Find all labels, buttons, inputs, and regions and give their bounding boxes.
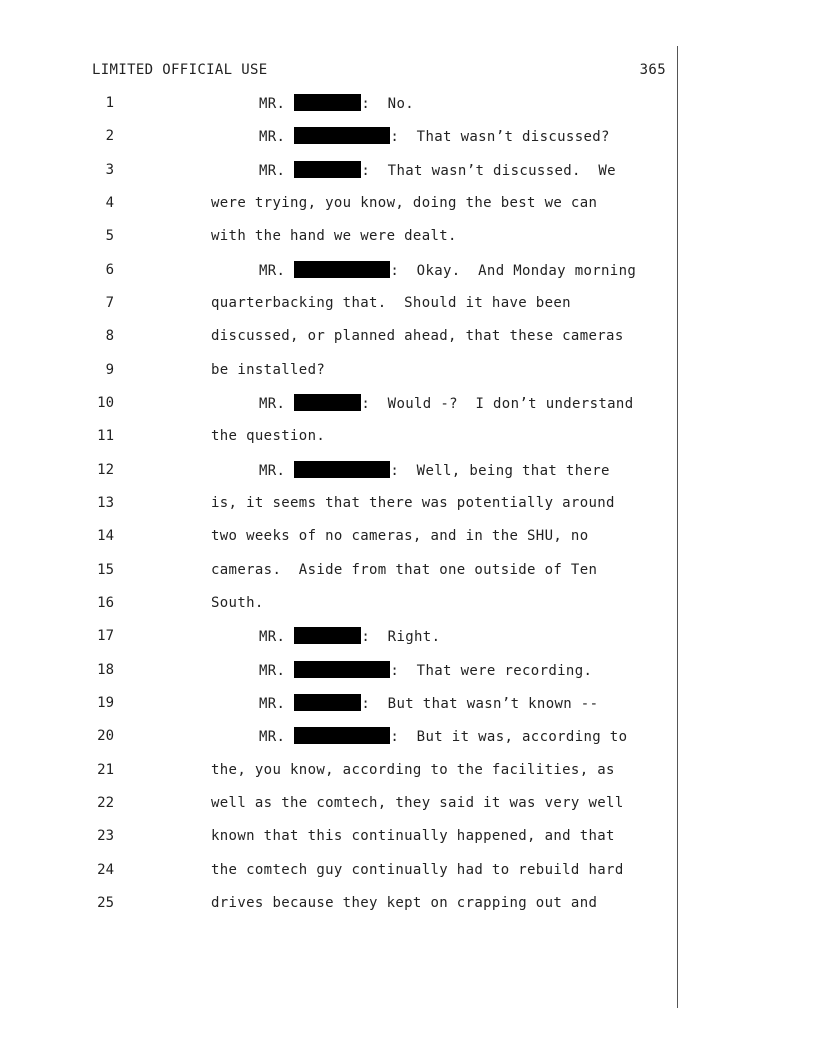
line-number: 14 [97, 528, 114, 545]
spoken-text: : But it was, according to [390, 729, 628, 746]
line-number: 20 [97, 728, 114, 745]
speaker-title: MR. [259, 129, 286, 146]
transcript-line [0, 361, 816, 394]
transcript-line [0, 794, 816, 827]
transcript-line [0, 527, 816, 560]
spoken-text: cameras. Aside from that one outside of Ten [211, 561, 598, 578]
classification-header: LIMITED OFFICIAL USE [92, 62, 268, 78]
spoken-text: : Well, being that there [390, 462, 610, 479]
line-text [211, 761, 615, 779]
spoken-text: : But that wasn’t known -- [361, 695, 599, 712]
spoken-text: the comtech guy continually had to rebuild hard [211, 861, 624, 878]
line-text [211, 694, 598, 713]
speaker-title: MR. [259, 662, 286, 679]
speaker-title: MR. [259, 629, 286, 646]
line-text [211, 494, 615, 512]
spoken-text: the, you know, according to the facilities, as [211, 761, 615, 778]
redaction-block [294, 727, 390, 744]
line-number: 4 [105, 194, 114, 211]
transcript-line [0, 627, 816, 660]
line-text [211, 561, 597, 579]
line-number: 24 [97, 861, 114, 878]
line-text [211, 394, 633, 413]
transcript-line [0, 294, 816, 327]
transcript-line [0, 727, 816, 760]
line-text [211, 127, 610, 146]
line-text [211, 861, 624, 879]
redaction-block [294, 261, 390, 278]
transcript-line [0, 394, 816, 427]
line-text [211, 794, 624, 812]
line-text [211, 461, 610, 480]
speaker-title: MR. [259, 462, 286, 479]
transcript-line [0, 594, 816, 627]
line-text [211, 361, 325, 379]
line-text [211, 661, 592, 680]
line-text [211, 727, 627, 746]
spoken-text: be installed? [211, 361, 326, 378]
line-text [211, 894, 597, 912]
line-number: 11 [97, 428, 114, 445]
transcript-line [0, 94, 816, 127]
page-number: 365 [639, 62, 666, 78]
speaker-title: MR. [259, 262, 286, 279]
line-number: 8 [105, 328, 114, 345]
line-text [211, 94, 414, 113]
transcript-line [0, 494, 816, 527]
spoken-text: well as the comtech, they said it was very well [211, 794, 624, 811]
line-number: 25 [97, 894, 114, 911]
transcript-line [0, 127, 816, 160]
line-text [211, 527, 588, 545]
line-text [211, 194, 597, 212]
redaction-block [294, 627, 361, 644]
transcript-line [0, 661, 816, 694]
spoken-text: : Right. [361, 629, 441, 646]
line-number: 16 [97, 594, 114, 611]
line-number: 22 [97, 794, 114, 811]
spoken-text: : Okay. And Monday morning [390, 262, 637, 279]
spoken-text: : That wasn’t discussed. We [361, 162, 616, 179]
line-number: 21 [97, 761, 114, 778]
speaker-title: MR. [259, 96, 286, 112]
line-number: 18 [97, 661, 114, 678]
line-text [211, 427, 325, 445]
transcript-line [0, 227, 816, 260]
line-number: 17 [97, 628, 114, 645]
redaction-block [294, 461, 390, 478]
transcript-body [0, 94, 816, 927]
spoken-text: : That wasn’t discussed? [390, 129, 610, 146]
spoken-text: were trying, you know, doing the best we can [211, 194, 598, 211]
transcript-line [0, 561, 816, 594]
speaker-title: MR. [259, 729, 286, 746]
spoken-text: drives because they kept on crapping out and [211, 894, 598, 911]
line-text [211, 627, 440, 646]
transcript-line [0, 194, 816, 227]
transcript-line [0, 461, 816, 494]
line-text [211, 294, 571, 312]
transcript-line [0, 427, 816, 460]
spoken-text: quarterbacking that. Should it have been [211, 294, 571, 311]
speaker-title: MR. [259, 162, 286, 179]
line-number: 9 [105, 361, 114, 378]
transcript-line [0, 761, 816, 794]
redaction-block [294, 694, 361, 711]
transcript-line [0, 894, 816, 927]
transcript-line [0, 327, 816, 360]
line-number: 5 [105, 228, 114, 245]
speaker-title: MR. [259, 695, 286, 712]
redaction-block [294, 94, 361, 111]
line-number: 15 [97, 561, 114, 578]
spoken-text: two weeks of no cameras, and in the SHU, no [211, 528, 589, 545]
line-number: 6 [105, 261, 114, 278]
spoken-text: known that this continually happened, and that [211, 828, 615, 845]
spoken-text: : No. [361, 96, 415, 112]
line-number: 10 [97, 394, 114, 411]
transcript-line [0, 161, 816, 194]
spoken-text: : Would -? I don’t understand [361, 395, 634, 412]
line-text [211, 594, 264, 612]
line-number: 3 [105, 161, 114, 178]
redaction-block [294, 161, 361, 178]
spoken-text: South. [211, 594, 264, 611]
transcript-line [0, 261, 816, 294]
redaction-block [294, 394, 361, 411]
line-number: 13 [97, 494, 114, 511]
line-number: 2 [105, 128, 114, 145]
spoken-text: is, it seems that there was potentially around [211, 494, 615, 511]
transcript-line [0, 694, 816, 727]
spoken-text: the question. [211, 428, 326, 445]
redaction-block [294, 661, 390, 678]
redaction-block [294, 127, 390, 144]
transcript-line [0, 861, 816, 894]
line-number: 19 [97, 694, 114, 711]
line-text [211, 161, 616, 180]
spoken-text: discussed, or planned ahead, that these cameras [211, 328, 624, 345]
speaker-title: MR. [259, 395, 286, 412]
transcript-line [0, 827, 816, 860]
line-text [211, 327, 624, 345]
line-text [211, 261, 636, 280]
line-text [211, 227, 457, 245]
line-number: 23 [97, 828, 114, 845]
line-text [211, 827, 615, 845]
line-number: 7 [105, 294, 114, 311]
line-number: 1 [105, 95, 114, 111]
spoken-text: with the hand we were dealt. [211, 228, 457, 245]
spoken-text: : That were recording. [390, 662, 593, 679]
line-number: 12 [97, 461, 114, 478]
